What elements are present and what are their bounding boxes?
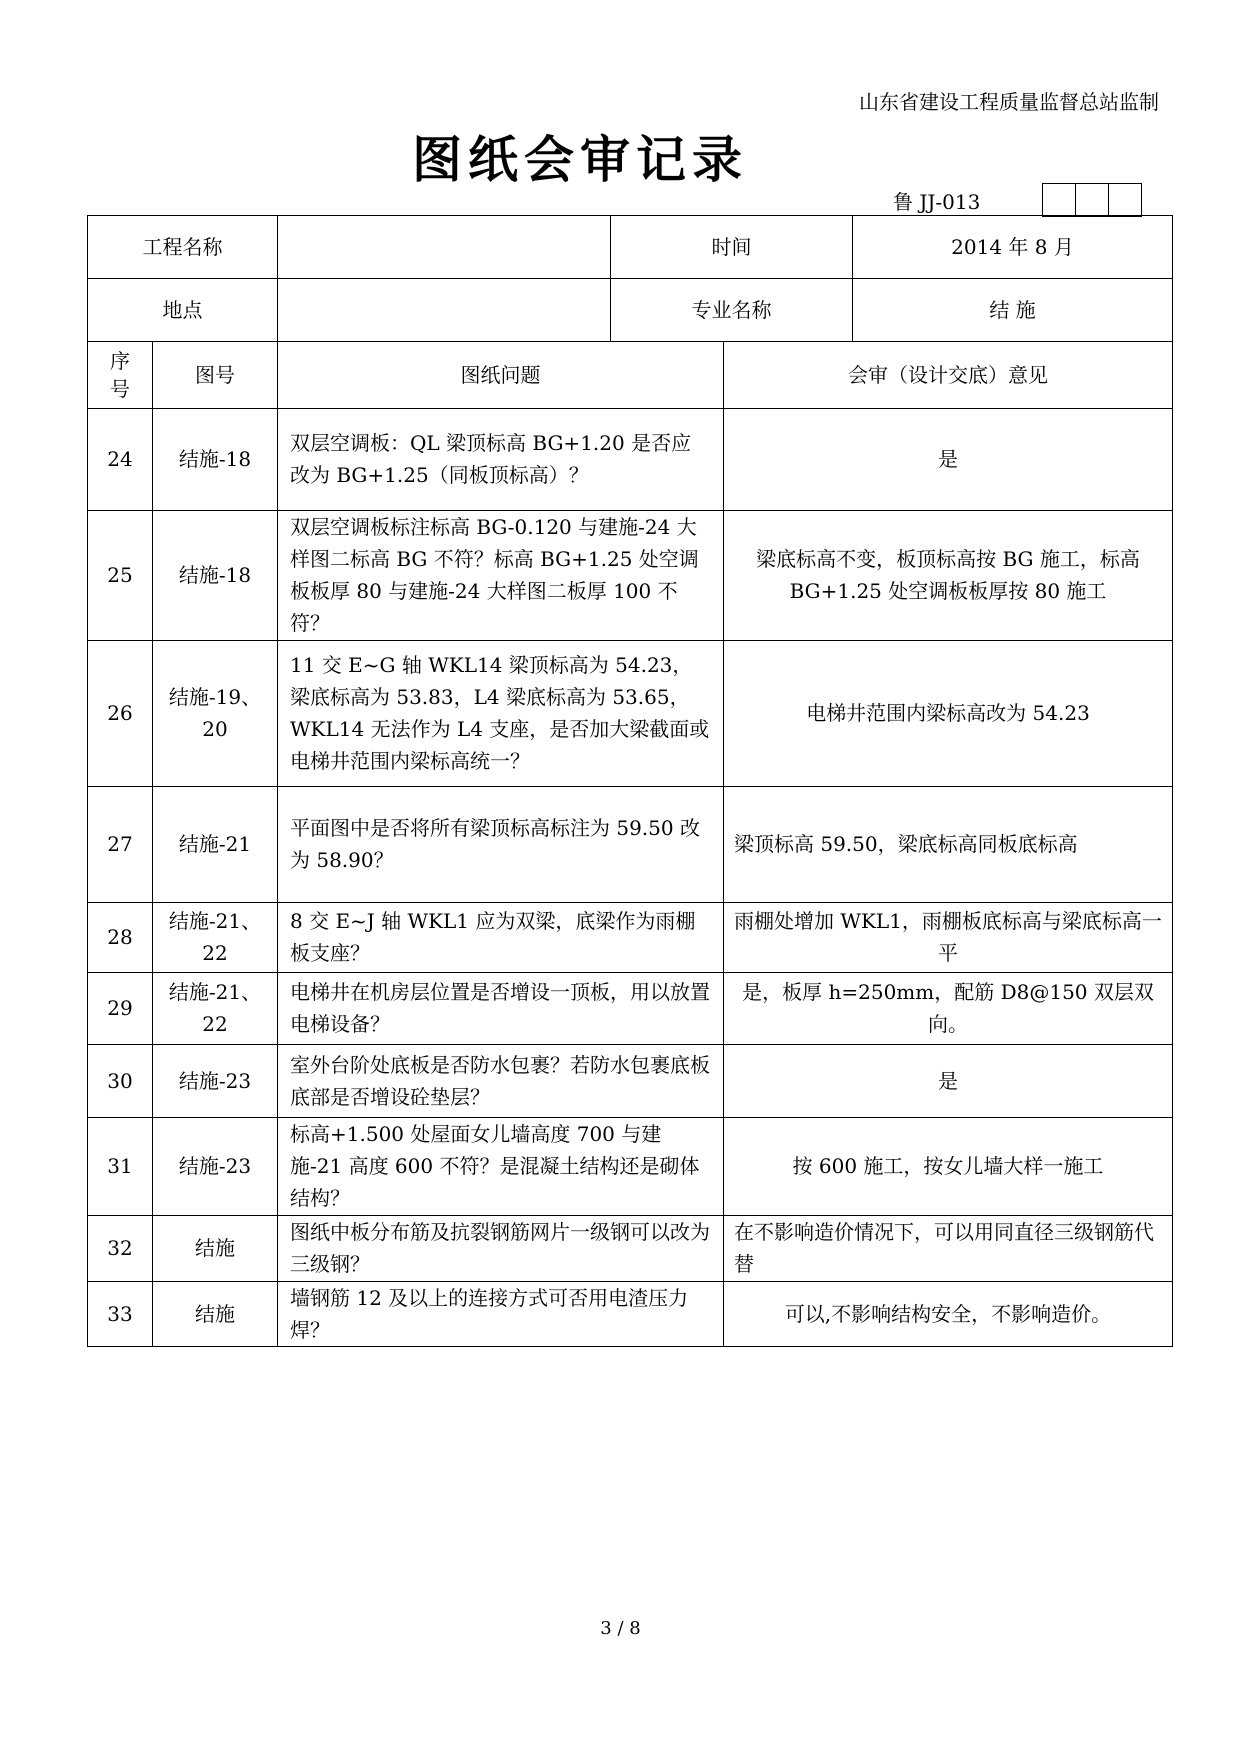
col-drawing-header: 图号 (153, 342, 278, 408)
table-row (88, 1281, 1173, 1346)
table-row (88, 640, 1173, 786)
header-row (88, 279, 1173, 342)
table-row (88, 902, 1173, 972)
table-row (88, 510, 1173, 640)
row-issue: 11 交 E~G 轴 WKL14 梁顶标高为 54.23，梁底标高为 53.83，L4 梁底标高为 53.65，WKL14 无法作为 L4 支座，是否加大梁截面或电梯井范围内梁标高统一？ (278, 640, 724, 786)
row-drawing: 结施-21、22 (153, 902, 278, 972)
row-drawing: 结施-23 (153, 1117, 278, 1215)
code-boxes (1043, 183, 1142, 217)
col-seq-header: 序号 (88, 342, 153, 408)
time-label: 时间 (611, 216, 853, 279)
row-opinion: 雨棚处增加 WKL1，雨棚板底标高与梁底标高一平 (724, 902, 1173, 972)
table-row (88, 1117, 1173, 1215)
page-number: 3 / 8 (600, 1618, 641, 1639)
col-opinion-header: 会审（设计交底）意见 (724, 342, 1173, 408)
code-box (1108, 183, 1142, 217)
row-drawing: 结施 (153, 1281, 278, 1346)
row-issue: 图纸中板分布筋及抗裂钢筋网片一级钢可以改为三级钢？ (278, 1215, 724, 1281)
row-drawing: 结施-18 (153, 408, 278, 510)
row-seq: 33 (88, 1281, 153, 1346)
row-seq: 28 (88, 902, 153, 972)
row-opinion: 是 (724, 408, 1173, 510)
project-name-label: 工程名称 (88, 216, 278, 279)
row-opinion: 按 600 施工，按女儿墙大样一施工 (724, 1117, 1173, 1215)
row-issue: 双层空调板标注标高 BG-0.120 与建施-24 大样图二标高 BG 不符？标高 BG+1.25 处空调板板厚 80 与建施-24 大样图二板厚 100 不符？ (278, 510, 724, 640)
table-row (88, 1044, 1173, 1117)
table-row (88, 786, 1173, 902)
code-box (1075, 183, 1109, 217)
row-opinion: 梁顶标高 59.50，梁底标高同板底标高 (724, 786, 1173, 902)
table-row (88, 1215, 1173, 1281)
row-seq: 30 (88, 1044, 153, 1117)
row-issue: 双层空调板：QL 梁顶标高 BG+1.20 是否应改为 BG+1.25（同板顶标高）？ (278, 408, 724, 510)
row-opinion: 在不影响造价情况下，可以用同直径三级钢筋代替 (724, 1215, 1173, 1281)
page-title: 图纸会审记录 (412, 131, 748, 189)
row-opinion: 梁底标高不变，板顶标高按 BG 施工，标高 BG+1.25 处空调板板厚按 80 施工 (724, 510, 1173, 640)
row-seq: 26 (88, 640, 153, 786)
row-opinion: 电梯井范围内梁标高改为 54.23 (724, 640, 1173, 786)
location-value (278, 279, 611, 342)
supervisor-note: 山东省建设工程质量监督总站监制 (859, 90, 1159, 114)
row-drawing: 结施-21、22 (153, 972, 278, 1044)
code-box (1042, 183, 1076, 217)
specialty-value: 结 施 (853, 279, 1173, 342)
row-seq: 32 (88, 1215, 153, 1281)
row-seq: 27 (88, 786, 153, 902)
specialty-label: 专业名称 (611, 279, 853, 342)
review-table-body (88, 342, 1173, 1346)
row-drawing: 结施-19、20 (153, 640, 278, 786)
row-drawing: 结施-18 (153, 510, 278, 640)
row-issue: 电梯井在机房层位置是否增设一顶板，用以放置电梯设备？ (278, 972, 724, 1044)
header-row (88, 216, 1173, 279)
row-drawing: 结施-23 (153, 1044, 278, 1117)
row-issue: 8 交 E~J 轴 WKL1 应为双梁，底梁作为雨棚板支座？ (278, 902, 724, 972)
time-value: 2014 年 8 月 (853, 216, 1173, 279)
row-issue: 标高+1.500 处屋面女儿墙高度 700 与建施-21 高度 600 不符？是混凝土结构还是砌体结构？ (278, 1117, 724, 1215)
review-table (87, 342, 1173, 1347)
row-seq: 31 (88, 1117, 153, 1215)
col-issue-header: 图纸问题 (278, 342, 724, 408)
row-seq: 24 (88, 408, 153, 510)
row-opinion: 是，板厚 h=250mm，配筋 D8@150 双层双向。 (724, 972, 1173, 1044)
header-table (87, 215, 1173, 342)
location-label: 地点 (88, 279, 278, 342)
row-issue: 平面图中是否将所有梁顶标高标注为 59.50 改为 58.90？ (278, 786, 724, 902)
project-name-value (278, 216, 611, 279)
row-seq: 29 (88, 972, 153, 1044)
row-drawing: 结施-21 (153, 786, 278, 902)
row-opinion: 可以,不影响结构安全，不影响造价。 (724, 1281, 1173, 1346)
table-row (88, 408, 1173, 510)
column-header-row (88, 342, 1173, 408)
table-row (88, 972, 1173, 1044)
row-drawing: 结施 (153, 1215, 278, 1281)
row-opinion: 是 (724, 1044, 1173, 1117)
row-issue: 墙钢筋 12 及以上的连接方式可否用电渣压力焊？ (278, 1281, 724, 1346)
row-seq: 25 (88, 510, 153, 640)
form-code: 鲁 JJ-013 (893, 190, 981, 214)
row-issue: 室外台阶处底板是否防水包裹？若防水包裹底板底部是否增设砼垫层？ (278, 1044, 724, 1117)
